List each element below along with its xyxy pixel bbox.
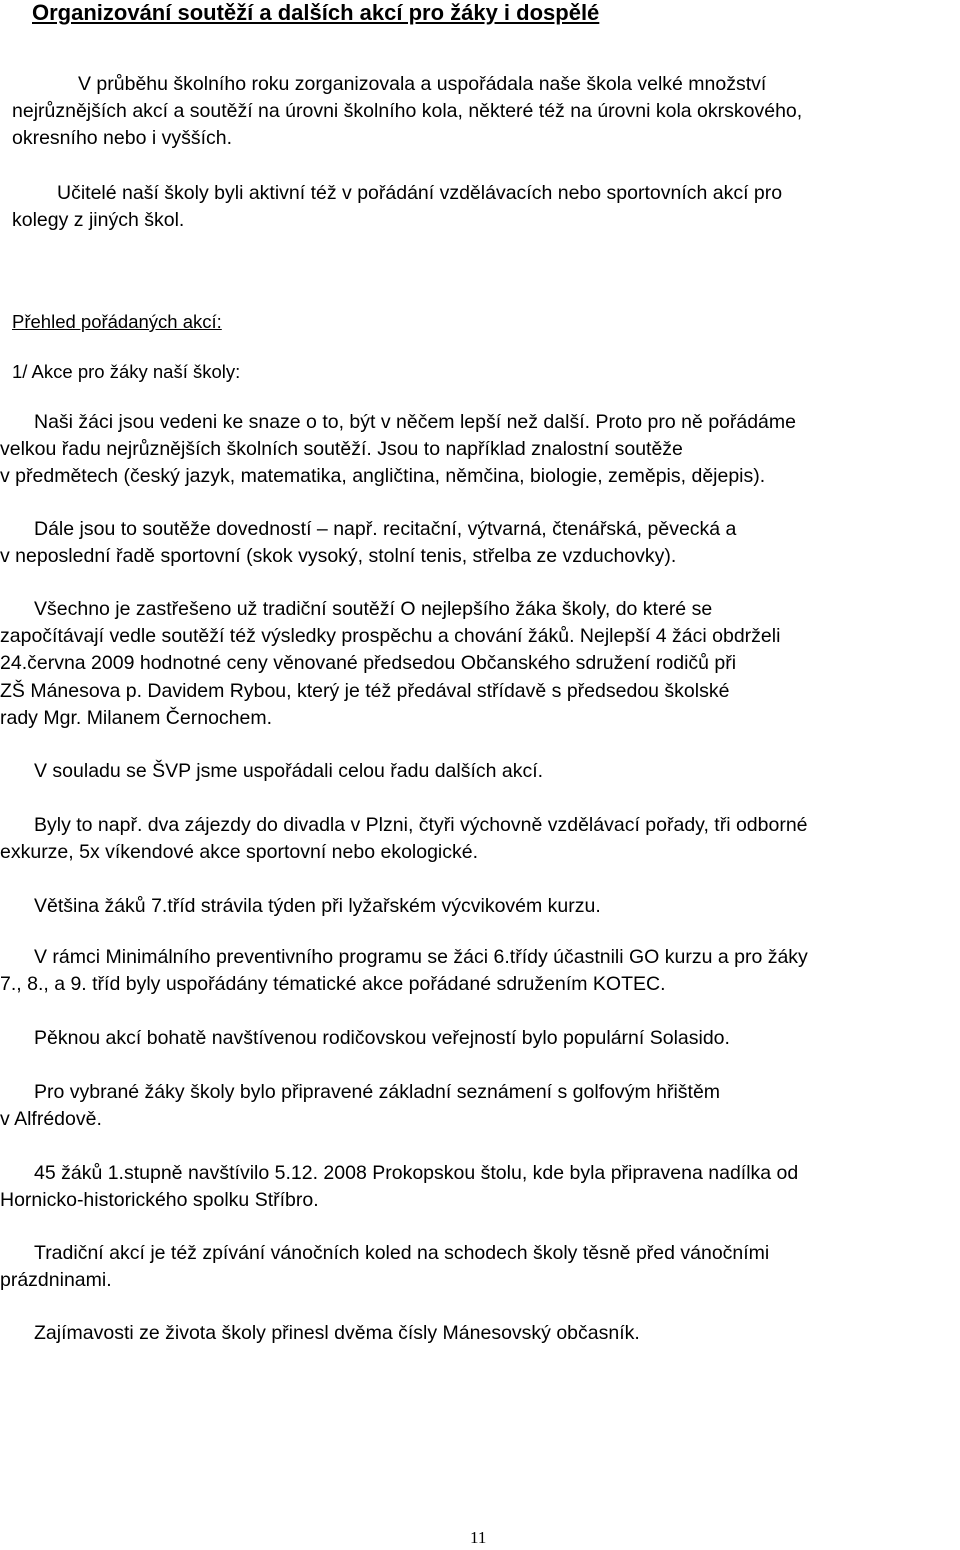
paragraph-solasido xyxy=(0,1025,730,1052)
text-line: v Alfrédově. xyxy=(0,1108,102,1131)
paragraph-trips xyxy=(0,812,808,866)
text-line: kolegy z jiných škol. xyxy=(12,209,185,232)
paragraph-ski-course xyxy=(0,893,601,920)
text-line: exkurze, 5x víkendové akce sportovní nebo ekologické. xyxy=(0,841,479,864)
text-line: Tradiční akcí je též zpívání vánočních koled na schodech školy těsně před vánočními xyxy=(34,1242,770,1264)
paragraph-svp xyxy=(0,758,543,785)
paragraph-best-pupil xyxy=(0,596,780,732)
text-line: V rámci Minimálního preventivního programu se žáci 6.třídy účastnili GO kurzu a pro žáky xyxy=(34,946,808,968)
text-line: Byly to např. dva zájezdy do divadla v Plzni, čtyři výchovně vzdělávací pořady, tři odborné xyxy=(34,814,808,836)
text-line: započítávají vedle soutěží též výsledky prospěchu a chování žáků. Nejlepší 4 žáci obdrželi xyxy=(0,625,781,648)
text-line: Zajímavosti ze života školy přinesl dvěma čísly Mánesovský občasník. xyxy=(34,1322,640,1344)
overview-heading: Přehled pořádaných akcí: xyxy=(12,311,222,332)
text-line: rady Mgr. Milanem Černochem. xyxy=(0,706,273,729)
text-line: velkou řadu nejrůznějších školních soutěží. Jsou to například znalostní soutěže xyxy=(0,438,683,461)
text-line: prázdninami. xyxy=(0,1269,112,1292)
intro-paragraph-2 xyxy=(12,180,782,234)
paragraph-competitions xyxy=(0,409,796,491)
paragraph-newsletter xyxy=(0,1320,640,1347)
paragraph-prevention xyxy=(0,944,808,998)
text-line: 45 žáků 1.stupně navštívilo 5.12. 2008 Prokopskou štolu, kde byla připravena nadílka od xyxy=(34,1162,799,1184)
paragraph-carols xyxy=(0,1240,769,1294)
text-line: V průběhu školního roku zorganizovala a uspořádala naše škola velké množství xyxy=(78,73,767,95)
text-line: ZŠ Mánesova p. Davidem Rybou, který je též předával střídavě s předsedou školské xyxy=(0,679,730,702)
paragraph-golf xyxy=(0,1079,720,1133)
text-line: v neposlední řadě sportovní (skok vysoký, stolní tenis, střelba ze vzduchovky). xyxy=(0,545,677,568)
text-line: Většina žáků 7.tříd strávila týden při lyžařském výcvikovém kurzu. xyxy=(34,895,601,917)
text-line: Pro vybrané žáky školy bylo připravené základní seznámení s golfovým hřištěm xyxy=(34,1081,721,1103)
text-line: 7., 8., a 9. tříd byly uspořádány tématické akce pořádané sdružením KOTEC. xyxy=(0,973,666,996)
text-line: Naši žáci jsou vedeni ke snaze o to, být v něčem lepší než další. Proto pro ně pořádáme xyxy=(34,411,796,433)
text-line: Pěknou akcí bohatě navštívenou rodičovskou veřejností bylo populární Solasido. xyxy=(34,1027,730,1049)
text-line: nejrůznějších akcí a soutěží na úrovni školního kola, některé též na úrovni kola okrskového, xyxy=(12,100,803,123)
page-number: 11 xyxy=(470,1528,487,1547)
paragraph-skills xyxy=(0,516,736,570)
text-line: V souladu se ŠVP jsme uspořádali celou řadu dalších akcí. xyxy=(34,760,544,782)
text-line: Dále jsou to soutěže dovedností – např. recitační, výtvarná, čtenářská, pěvecká a xyxy=(34,518,737,540)
page-title: Organizování soutěží a dalších akcí pro žáky i dospělé xyxy=(32,0,600,25)
text-line: 24.června 2009 hodnotné ceny věnované předsedou Občanského sdružení rodičů při xyxy=(0,652,737,675)
text-line: Všechno je zastřešeno už tradiční soutěží O nejlepšího žáka školy, do které se xyxy=(34,598,713,620)
intro-paragraph-1 xyxy=(12,71,802,153)
paragraph-mine xyxy=(0,1160,798,1214)
section-heading: 1/ Akce pro žáky naší školy: xyxy=(12,361,241,382)
text-line: v předmětech (český jazyk, matematika, angličtina, němčina, biologie, zeměpis, dějepis). xyxy=(0,465,766,488)
text-line: Hornicko-historického spolku Stříbro. xyxy=(0,1189,319,1212)
text-line: okresního nebo i vyšších. xyxy=(12,127,233,150)
text-line: Učitelé naší školy byli aktivní též v pořádání vzdělávacích nebo sportovních akcí pro xyxy=(57,182,783,204)
